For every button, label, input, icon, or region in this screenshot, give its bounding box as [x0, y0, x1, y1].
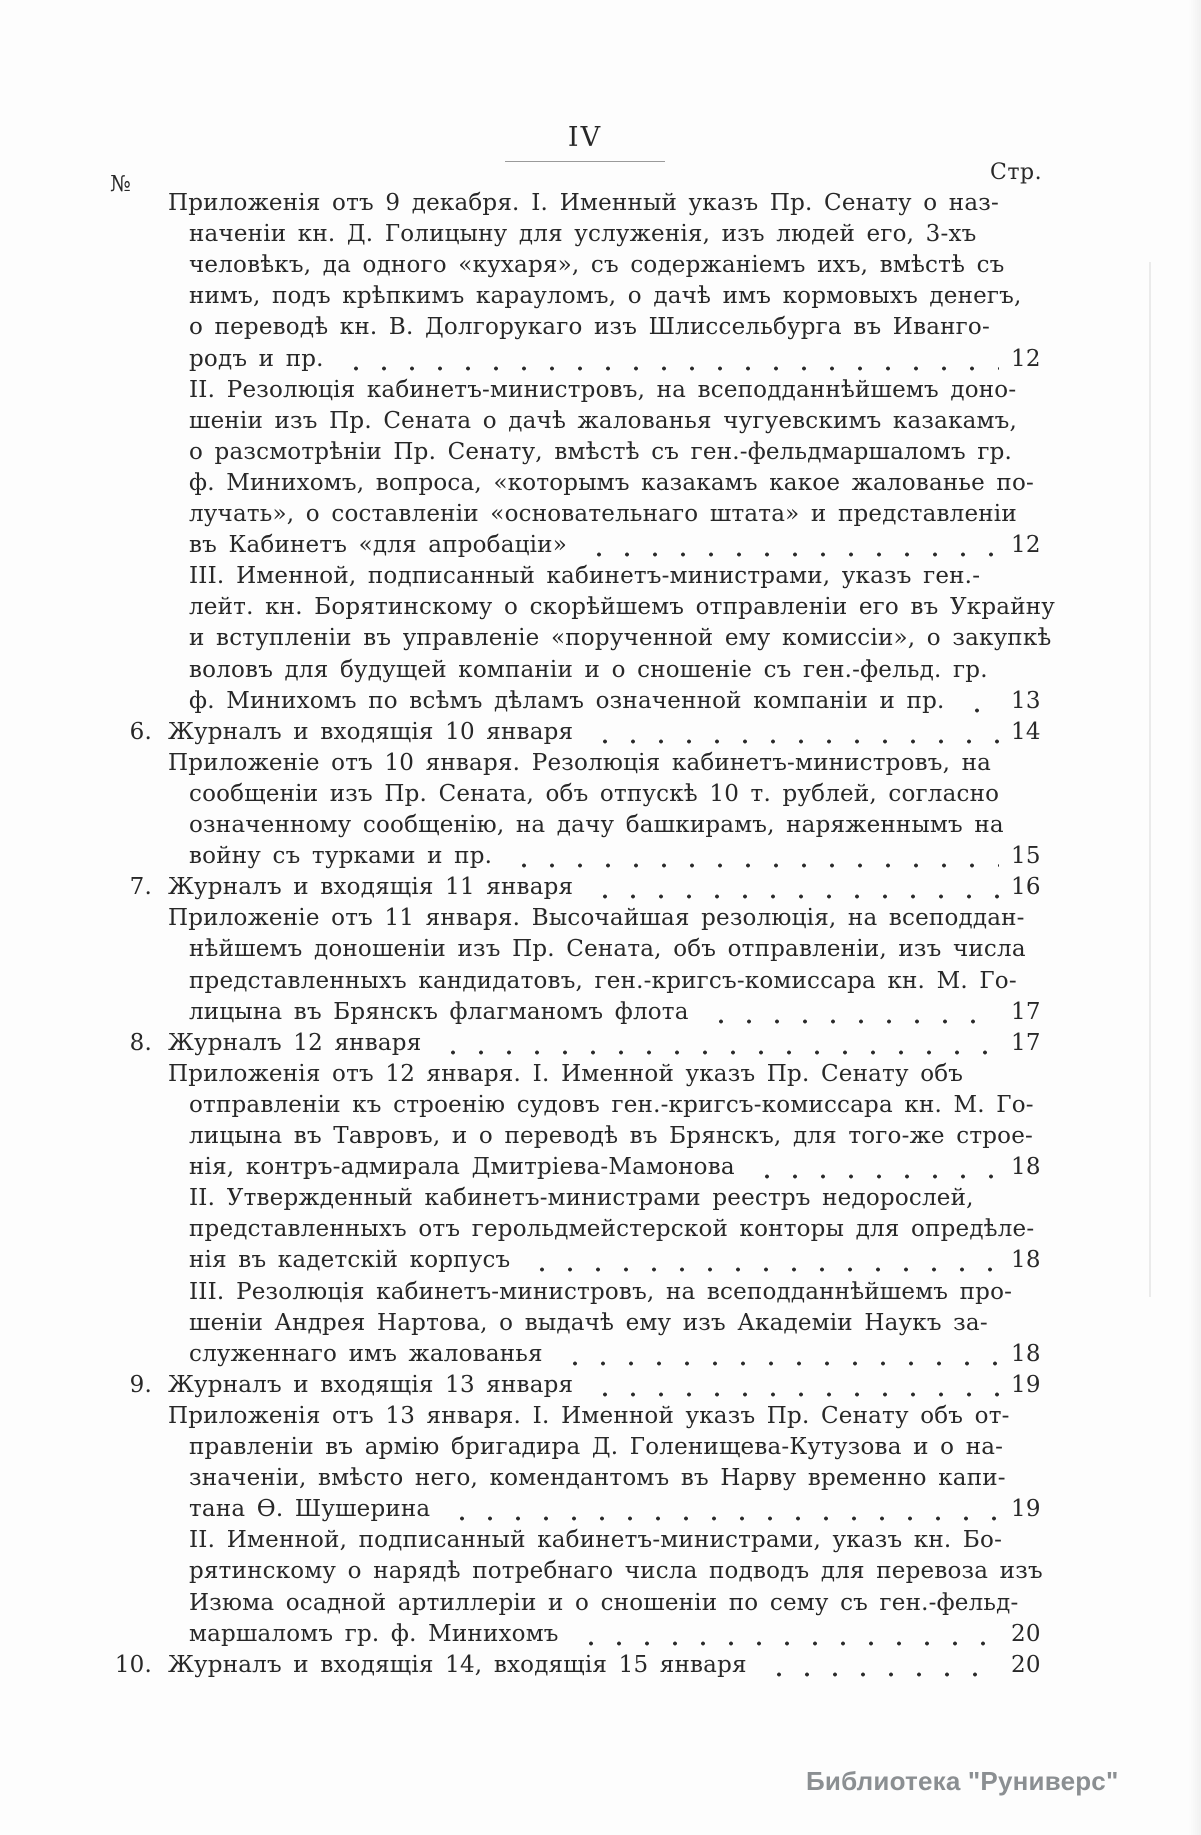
- toc-line: [0, 470, 1053, 501]
- page-number: 20: [1011, 1621, 1041, 1647]
- page-number: 12: [1011, 532, 1041, 558]
- toc-line: [0, 1185, 1053, 1216]
- entry-text: воловъ для будущей компаніи и о сношеніе съ ген.-фельд. гр.: [189, 657, 988, 683]
- scan-artifact-line: [1149, 262, 1151, 1297]
- entry-text: войну съ турками и пр.: [189, 843, 493, 869]
- toc-line: [0, 1621, 1053, 1652]
- entry-text: отправленіи къ строенію судовъ ген.-кригсъ-комиссара кн. М. Го-: [189, 1092, 1034, 1118]
- toc-line: [0, 1403, 1053, 1434]
- page-number: 19: [1011, 1496, 1041, 1522]
- page-number: 20: [1011, 1652, 1041, 1678]
- entry-text: человѣкъ, да одного «кухаря», съ содержаніемъ ихъ, вмѣстѣ съ: [189, 252, 1005, 278]
- page-number: 17: [1011, 999, 1041, 1025]
- dot-leader: [587, 739, 999, 744]
- entry-text: значеніи, вмѣсто него, комендантомъ въ Нарву временно капи-: [189, 1465, 1006, 1491]
- dot-leader: [587, 894, 999, 899]
- dot-leader: [338, 366, 999, 371]
- entry-text: III. Резолюція кабинетъ-министровъ, на всеподданнѣйшемъ про-: [189, 1279, 1013, 1305]
- page-number: 18: [1011, 1247, 1041, 1273]
- dot-leader: [761, 1672, 999, 1677]
- toc-line: [0, 532, 1053, 563]
- toc-line: [0, 719, 1053, 750]
- toc-line: [0, 936, 1053, 967]
- toc-line: [0, 874, 1053, 905]
- entry-text: Журналъ и входящія 13 января: [168, 1372, 574, 1398]
- entry-text: въ Кабинетъ «для апробаціи»: [189, 532, 567, 558]
- entry-text: Журналъ и входящія 14, входящія 15 января: [168, 1652, 747, 1678]
- dot-leader: [506, 863, 999, 868]
- toc-line: [0, 501, 1053, 532]
- dot-leader: [581, 552, 999, 557]
- toc-line: [0, 190, 1053, 221]
- entry-text: Приложеніе отъ 11 января. Высочайшая резолюція, на всеподдан-: [168, 905, 1025, 931]
- entry-text: Изюма осадной артиллеріи и о сношеніи по сему съ ген.-фельд-: [189, 1590, 1019, 1616]
- page-number: 18: [1011, 1154, 1041, 1180]
- page-number: 15: [1011, 843, 1041, 869]
- library-watermark: Библиотека "Руниверс": [806, 1766, 1119, 1796]
- entry-text: ф. Минихомъ по всѣмъ дѣламъ означенной компаніи и пр.: [189, 688, 945, 714]
- page-number: 14: [1011, 719, 1041, 745]
- dot-leader: [573, 1641, 999, 1646]
- dot-leader: [703, 1019, 999, 1024]
- toc-line: [0, 314, 1053, 345]
- entry-text: представленныхъ кандидатовъ, ген.-кригсъ-комиссара кн. М. Го-: [189, 968, 1017, 994]
- toc-line: [0, 1310, 1053, 1341]
- entry-text: лицына въ Тавровъ, и о переводѣ въ Брянскъ, для того-же строе-: [189, 1123, 1034, 1149]
- dot-leader: [587, 1392, 999, 1397]
- toc-line: [0, 1154, 1053, 1185]
- entry-text: II. Утвержденный кабинетъ-министрами реестръ недорослей,: [189, 1185, 974, 1211]
- toc-line: [0, 408, 1053, 439]
- toc-line: [0, 843, 1053, 874]
- page-column-header: Стр.: [990, 160, 1043, 185]
- entry-text: сообщеніи изъ Пр. Сената, объ отпускѣ 10 т. рублей, согласно: [189, 781, 1000, 807]
- entry-text: ф. Минихомъ, вопроса, «которымъ казакамъ какое жалованье по-: [189, 470, 1034, 496]
- entry-text: Приложенія отъ 9 декабря. I. Именный указъ Пр. Сенату о наз-: [168, 190, 999, 216]
- entry-text: Журналъ и входящія 11 января: [168, 874, 574, 900]
- page-number: 13: [1011, 688, 1041, 714]
- entry-text: родъ и пр.: [189, 346, 324, 372]
- entry-text: и вступленіи въ управленіе «порученной ему комиссіи», о закупкѣ: [189, 625, 1052, 651]
- entry-text: наченіи кн. Д. Голицыну для услуженія, изъ людей его, 3-хъ: [189, 221, 977, 247]
- toc-line: [0, 781, 1053, 812]
- number-column-header: №: [110, 172, 131, 197]
- entry-text: маршаломъ гр. ф. Минихомъ: [189, 1621, 559, 1647]
- toc-line: [0, 439, 1053, 470]
- page-number: 19: [1011, 1372, 1041, 1398]
- entry-text: шеніи Андрея Нартова, о выдачѣ ему изъ Академіи Наукъ за-: [189, 1310, 988, 1336]
- entry-text: правленіи въ армію бригадира Д. Голенищева-Кутузова и о на-: [189, 1434, 1004, 1460]
- toc-line: [0, 1496, 1053, 1527]
- entry-text: нимъ, подъ крѣпкимъ карауломъ, о дачѣ имъ кормовыхъ денегъ,: [189, 283, 1022, 309]
- toc-line: [0, 1123, 1053, 1154]
- page-number: 16: [1011, 874, 1041, 900]
- toc-line: [0, 968, 1053, 999]
- entry-text: Приложенія отъ 12 января. I. Именной указъ Пр. Сенату объ: [168, 1061, 964, 1087]
- entry-number: 6.: [129, 719, 152, 745]
- entry-text: Журналъ и входящія 10 января: [168, 719, 574, 745]
- toc-line: [0, 1434, 1053, 1465]
- toc-line: [0, 657, 1053, 688]
- scan-page-edge: [1189, 0, 1201, 1835]
- dot-leader: [959, 708, 999, 713]
- entry-number: 10.: [114, 1652, 152, 1678]
- toc-line: [0, 812, 1053, 843]
- toc-line: [0, 1652, 1053, 1683]
- toc-line: [0, 999, 1053, 1030]
- dot-leader: [435, 1050, 999, 1055]
- toc-line: [0, 252, 1053, 283]
- toc-line: [0, 1247, 1053, 1278]
- entry-text: служеннаго имъ жалованья: [189, 1341, 543, 1367]
- toc-line: [0, 625, 1053, 656]
- dot-leader: [749, 1174, 999, 1179]
- dot-leader: [444, 1516, 999, 1521]
- entry-text: означенному сообщенію, на дачу башкирамъ, наряженнымъ на: [189, 812, 1004, 838]
- toc-line: [0, 1216, 1053, 1247]
- toc-line: [0, 750, 1053, 781]
- toc-line: [0, 594, 1056, 625]
- toc-line: [0, 1590, 1053, 1621]
- dot-leader: [557, 1361, 999, 1366]
- entry-text: II. Резолюція кабинетъ-министровъ, на всеподданнѣйшемъ доно-: [189, 377, 1017, 403]
- toc-line: [0, 1465, 1053, 1496]
- page-number-roman: IV: [505, 122, 665, 162]
- toc-line: [0, 1092, 1053, 1123]
- entry-text: нія въ кадетскій корпусъ: [189, 1247, 511, 1273]
- toc-line: [0, 1061, 1053, 1092]
- toc-line: [0, 283, 1053, 314]
- toc-line: [0, 563, 1053, 594]
- entry-text: лучать», о составленіи «основательнаго штата» и представленіи: [189, 501, 1017, 527]
- page-number: 12: [1011, 346, 1041, 372]
- toc-line: [0, 346, 1053, 377]
- entry-text: III. Именной, подписанный кабинетъ-министрами, указъ ген.-: [189, 563, 981, 589]
- toc-line: [0, 688, 1053, 719]
- entry-number: 8.: [129, 1030, 152, 1056]
- toc-line: [0, 1030, 1053, 1061]
- toc-line: [0, 1279, 1053, 1310]
- entry-text: представленныхъ отъ герольдмейстерской конторы для опредѣле-: [189, 1216, 1035, 1242]
- toc-line: [0, 905, 1053, 936]
- toc-line: [0, 377, 1053, 408]
- entry-text: нія, контръ-адмирала Дмитріева-Мамонова: [189, 1154, 735, 1180]
- entry-text: рятинскому о нарядѣ потребнаго числа подводъ для перевоза изъ: [189, 1558, 1043, 1584]
- toc-line: [0, 1558, 1053, 1589]
- entry-text: нѣйшемъ доношеніи изъ Пр. Сената, объ отправленіи, изъ числа: [189, 936, 1026, 962]
- entry-text: лицына въ Брянскъ флагманомъ флота: [189, 999, 689, 1025]
- dot-leader: [524, 1267, 999, 1272]
- toc-line: [0, 1527, 1053, 1558]
- entry-text: лейт. кн. Борятинскому о скорѣйшемъ отправленіи его въ Украйну: [189, 594, 1056, 620]
- entry-text: Приложеніе отъ 10 января. Резолюція кабинетъ-министровъ, на: [168, 750, 992, 776]
- entry-text: тана Ѳ. Шушерина: [189, 1496, 431, 1522]
- entry-text: II. Именной, подписанный кабинетъ-министрами, указъ кн. Бо-: [189, 1527, 1003, 1553]
- toc-line: [0, 1372, 1053, 1403]
- entry-text: шеніи изъ Пр. Сената о дачѣ жалованья чугуевскимъ казакамъ,: [189, 408, 1017, 434]
- entry-text: о переводѣ кн. В. Долгорукаго изъ Шлиссельбурга въ Иванго-: [189, 314, 990, 340]
- entry-number: 9.: [129, 1372, 152, 1398]
- entry-number: 7.: [129, 874, 152, 900]
- toc-line: [0, 1341, 1053, 1372]
- entry-text: Приложенія отъ 13 января. I. Именной указъ Пр. Сенату объ от-: [168, 1403, 1010, 1429]
- page-number: 18: [1011, 1341, 1041, 1367]
- entry-text: Журналъ 12 января: [168, 1030, 422, 1056]
- toc-line: [0, 221, 1053, 252]
- page-number: 17: [1011, 1030, 1041, 1056]
- entry-text: о разсмотрѣніи Пр. Сенату, вмѣстѣ съ ген.-фельдмаршаломъ гр.: [189, 439, 1013, 465]
